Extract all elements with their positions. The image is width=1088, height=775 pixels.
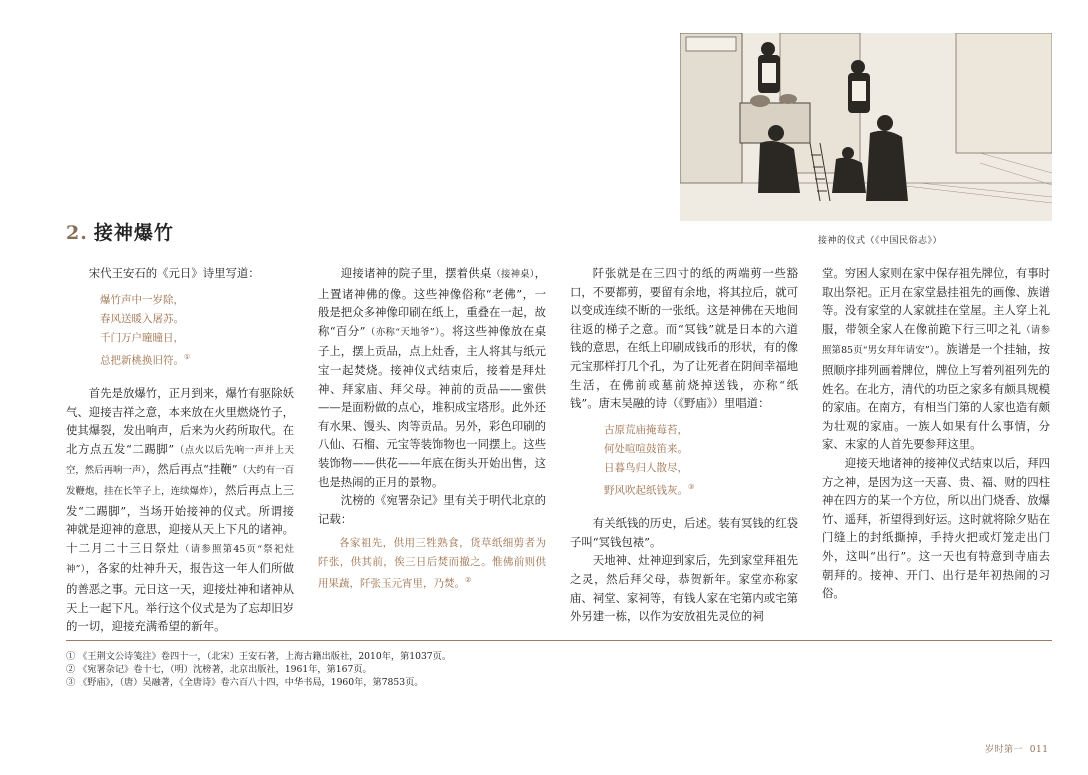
page-footer [985,742,1048,755]
page-number: 011 [1029,745,1049,755]
text-run: ，然后再点“挂鞭” [145,462,238,477]
annotation-run: （接神桌） [491,269,535,280]
poem-line [66,348,294,371]
illustration-drawing [680,33,1052,221]
footer-section: 岁时第一 [985,745,1024,755]
text-run: 。族谱是一个挂轴，按照顺序排列画着牌位，牌位上写着列祖列先的姓名。在北方，清代的功臣之家多有颇具规模的家庙。在南方，有相当门第的人家也造有颇为壮观的家庙。一族人如果有什么事情，分家、末家的人首先要参拜这里。 [822,342,1050,452]
section-title: 接神爆竹 [93,222,174,244]
text-column-1 [66,264,294,636]
poem-line: 何处喧喧鼓笛来。 [604,442,688,455]
footnote: ③ 《野庙》，（唐）吴融著，《全唐诗》卷六百八十四，中华书局，1960年，第7853页。 [66,677,424,688]
poem-line: 春风送暖入屠苏。 [100,312,184,325]
text-column-3 [570,264,798,626]
text-run: 。将这些神像放在桌子上，摆上贡品，点上灶香，主人将其与纸元宝一起焚烧。接神仪式结束后，接着是拜灶神、拜家庙、拜父母。神前的贡品——蜜供——是面粉做的点心，堆积成宝塔形。此外还有水果、馒头、肉等贡品。另外，彩色印刷的八仙、石榴、元宝等装饰物也一同摆上。这些装饰物——供花——年底在街头开始出售，这也是热闹的正月的景物。 [318,323,546,489]
footnote-ref: ① [184,352,191,361]
text-run: 迎接诸神的院子里，摆着供桌 [340,266,492,280]
paragraph [822,264,1050,454]
annotation-run: （点火以后先响一声并上天空，然后再响一声） [66,444,294,477]
annotation-run: （亦称“天地爷”） [365,326,441,338]
text-run: ，各家的灶神升天，报告这一年人们所做的善恶之事。元日这一天，迎接灶神和诸神从天上一起下凡。举行这个仪式是为了忘却旧岁的一切，迎接充满希望的新年。 [66,561,294,634]
paragraph: 天地神、灶神迎到家后，先到家堂拜祖先之灵，然后拜父母，恭贺新年。家堂亦称家庙、祠堂、家祠等，有钱人家在宅第内或宅第外另建一栋，以作为安放祖先灵位的祠 [570,553,798,624]
annotation-run: （大约有一百发鞭炮，挂在长竿子上，连续爆炸） [66,465,294,498]
poem-block [570,421,798,501]
footnote: ② 《宛署杂记》卷十七，（明）沈榜著，北京出版社，1961年，第167页。 [66,664,372,675]
quote-block [318,534,546,593]
footnote-ref: ③ [688,482,695,491]
poem-line-text: 总把新桃换旧符。 [100,354,184,367]
paragraph: 迎接天地诸神的接神仪式结束以后，拜四方之神，是因为这一天喜、贵、福、财的四柱神在四方的某一个方位，所以出门烧香、放爆竹、遥拜，祈望得到好运。这时就将除夕贴在门缝上的封纸撕掉，手持火把或灯笼走出门外，这叫“出行”。这一天也有特意到寺庙去朝拜的。接神、开门、出行是年初热闹的习俗。 [822,455,1050,601]
paragraph: 有关纸钱的历史，后述。装有冥钱的红袋子叫“冥钱包裱”。 [570,516,798,549]
annotation-run: （请参照第45页“祭祀灶神”） [66,543,294,576]
text-column-4 [822,264,1050,603]
text-run: ，上置诸神佛的像。这些神像俗称“老佛”，一般是把众多神像印刷在纸上，重叠在一起，故称“百分” [318,266,546,338]
figure-caption: 接神的仪式（《中国民俗志》） [818,236,943,246]
paragraph: 阡张就是在三四寸的纸的两端剪一些豁口，不要都剪，要留有余地，将其拉后，就可以变成连续不断的一张纸。这是神佛在天地间往返的梯子之意。而“冥钱”就是日本的六道钱的意思，在纸上印刷成钱币的形状，有的像元宝那样打几个孔，为了让死者在阴间幸福地生活，在佛前或墓前烧掉送钱，亦称“纸钱”。唐末吴融的诗（《野庙》）里唱道： [570,266,798,411]
quote-text: 各家祖先，供用三牲熟食，货草纸细剪者为阡张，供其前，俟三日后焚而撤之。惟佛前则供用果蔬，阡张玉元宵里，乃焚。 [318,537,546,590]
poem-line: 爆竹声中一岁除， [100,293,184,306]
poem-line: 千门万户曈曈日， [100,331,184,344]
ceremony-illustration [680,33,1052,221]
footnote-divider [66,640,1052,641]
footnotes [66,650,451,689]
paragraph: 沈榜的《宛署杂记》里有关于明代北京的记载： [318,493,546,526]
paragraph: 宋代王安石的《元日》诗里写道： [88,266,260,280]
text-run: 首先是放爆竹，正月到来，爆竹有驱除妖气、迎接吉祥之意，本来放在火里燃烧竹子，使其爆裂，发出响声，后来为火药所取代。在北方点五发“二踢脚” [66,386,294,456]
paragraph [318,264,546,491]
poem-line-text: 野风吹起纸钱灰。 [604,484,688,497]
poem-block [66,291,294,371]
section-heading [66,218,174,245]
text-run: ，然后再点上三发“二踢脚”，当场开始接神的仪式。所谓接神就是迎神的意思，迎接从天上下凡的诸神。十二月二十三日祭灶 [66,483,294,555]
text-run: 堂。穷困人家则在家中保存祖先牌位，有事时取出祭祀。正月在家堂悬挂祖先的画像、族谱等。没有家堂的人家就挂在堂屋。主人穿上礼服，带领全家人在像前跪下行三叩之礼 [822,266,1050,336]
poem-line: 古原荒庙掩莓苔， [604,423,688,436]
footnote: ① 《王荆文公诗笺注》卷四十一，（北宋）王安石著，上海古籍出版社，2010年，第1037页。 [66,651,452,662]
footnote-ref: ② [465,576,472,585]
section-number: 2. [66,222,88,244]
poem-line: 日暮鸟归人散尽， [604,461,688,474]
paragraph [66,384,294,636]
poem-line [570,478,798,501]
annotation-run: （请参照第85页“男女拜年请安”） [822,324,1050,357]
text-column-2 [318,264,546,599]
